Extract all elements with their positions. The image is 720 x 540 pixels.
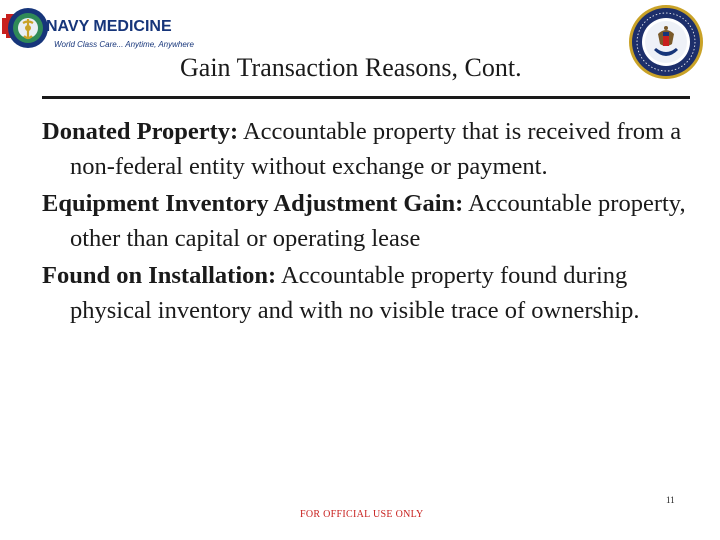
definition-equipment-inventory-adjustment-gain [42,186,692,256]
definition-donated-property [42,114,692,184]
brand-tagline: World Class Care... Anytime, Anywhere [54,40,194,49]
department-of-navy-seal-icon [628,4,704,80]
navy-medicine-logo [2,4,194,54]
brand-name: NAVY MEDICINE [46,18,172,35]
definition-text: Accountable property that is received from a non-federal entity without exchange or payment. [70,118,682,180]
definition-text: Accountable property, other than capital or operating lease [70,190,686,252]
definition-term: Equipment Inventory Adjustment Gain: [42,190,464,217]
definition-term: Found on Installation: [42,262,277,289]
page-number: 11 [666,495,675,505]
classification-footer: FOR OFFICIAL USE ONLY [300,509,424,520]
definition-text: Accountable property found during physical inventory and with no visible trace of ownership. [70,262,640,324]
title-divider [42,96,690,99]
definition-found-on-installation [42,258,692,328]
slide-body [42,114,692,330]
navy-medicine-emblem-icon [2,4,52,54]
definition-term: Donated Property: [42,118,239,145]
slide-title: Gain Transaction Reasons, Cont. [180,53,522,82]
